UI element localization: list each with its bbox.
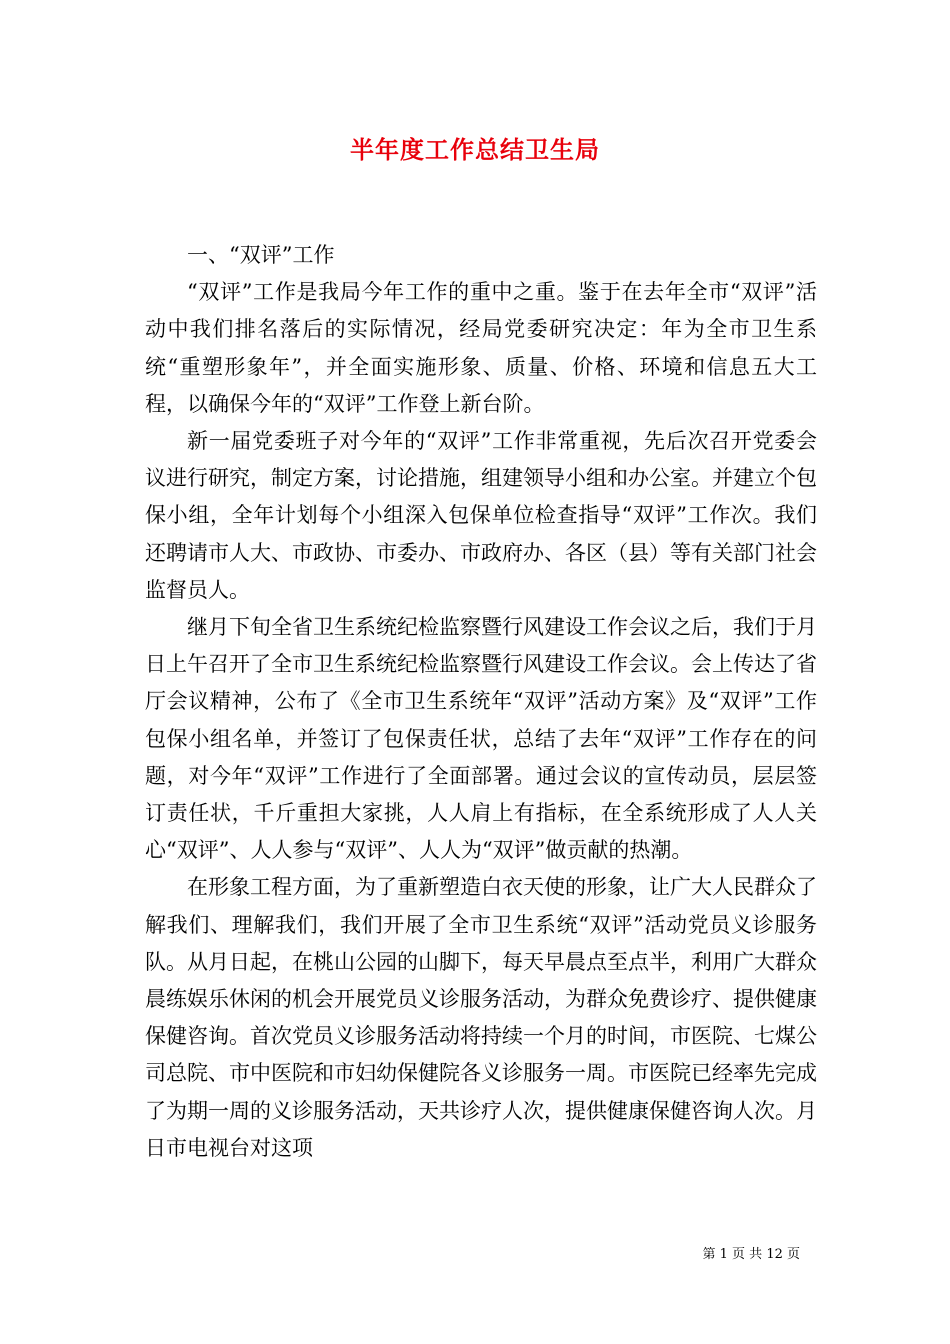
document-body	[145, 237, 817, 1167]
paragraph-4: 在形象工程方面，为了重新塑造白衣天使的形象，让广大人民群众了解我们、理解我们，我们开展了全市卫生系统“双评”活动党员义诊服务队。从月日起，在桃山公园的山脚下，每天早晨点至点半，利用广大群众晨练娱乐休闲的机会开展党员义诊服务活动，为群众免费诊疗、提供健康保健咨询。首次党员义诊服务活动将持续一个月的时间，市医院、七煤公司总院、市中医院和市妇幼保健院各义诊服务一周。市医院已经率先完成了为期一周的义诊服务活动，天共诊疗人次，提供健康保健咨询人次。月日市电视台对这项	[145, 875, 817, 1160]
section-heading: 一、“双评”工作	[187, 243, 335, 267]
paragraph-2: 新一届党委班子对今年的“双评”工作非常重视，先后次召开党委会议进行研究，制定方案，讨论措施，组建领导小组和办公室。并建立个包保小组，全年计划每个小组深入包保单位检查指导“双评”工作次。我们还聘请市人大、市政协、市委办、市政府办、各区（县）等有关部门社会监督员人。	[145, 429, 817, 602]
page-number: 第 1 页 共 12 页	[702, 1247, 800, 1262]
paragraph-1: “双评”工作是我局今年工作的重中之重。鉴于在去年全市“双评”活动中我们排名落后的实际情况，经局党委研究决定：年为全市卫生系统“重塑形象年”，并全面实施形象、质量、价格、环境和信息五大工程，以确保今年的“双评”工作登上新台阶。	[145, 280, 817, 416]
document-title: 半年度工作总结卫生局	[350, 135, 600, 164]
paragraph-3: 继月下旬全省卫生系统纪检监察暨行风建设工作会议之后，我们于月日上午召开了全市卫生系统纪检监察暨行风建设工作会议。会上传达了省厅会议精神，公布了《全市卫生系统年“双评”活动方案》及“双评”工作包保小组名单，并签订了包保责任状，总结了去年“双评”工作存在的问题，对今年“双评”工作进行了全面部署。通过会议的宣传动员，层层签订责任状，千斤重担大家挑，人人肩上有指标，在全系统形成了人人关心“双评”、人人参与“双评”、人人为“双评”做贡献的热潮。	[145, 615, 817, 863]
